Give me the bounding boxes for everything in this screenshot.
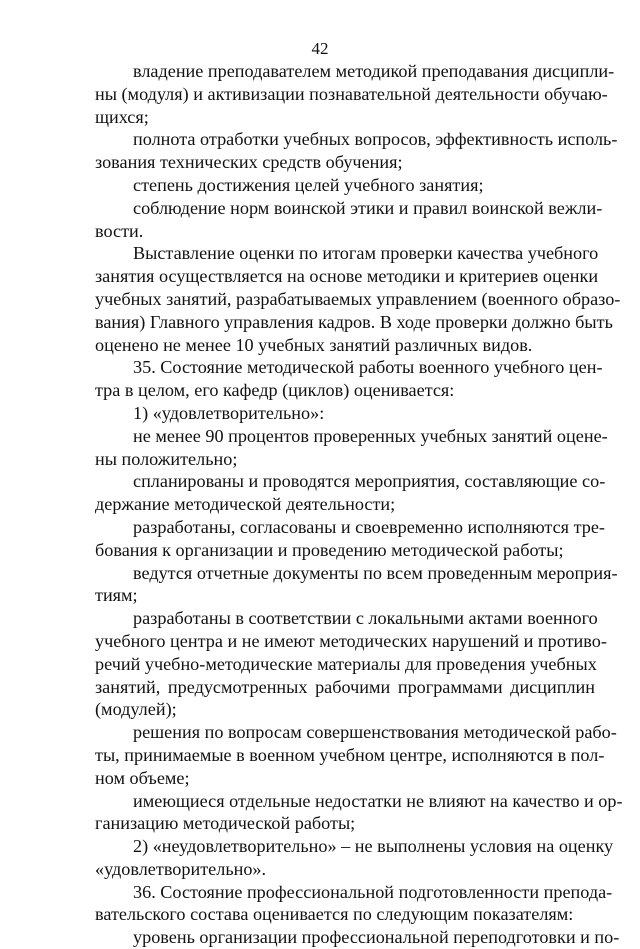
paragraph: [95, 128, 618, 174]
text-line: соблюдение норм воинской этики и правил воинской вежли-: [133, 197, 603, 218]
document-body: [95, 60, 623, 949]
text-line: вости.: [95, 220, 144, 241]
text-line: ганизацию методической работы;: [95, 813, 356, 834]
text-line: уровень организации профессиональной переподготовки и по-: [133, 927, 620, 948]
text-line: учебных занятий, разрабатываемых управлением (военного образо-: [95, 288, 621, 309]
text-line: 36. Состояние профессиональной подготовленности препода-: [133, 881, 613, 902]
text-line: разработаны в соответствии с локальными актами военного: [133, 608, 598, 629]
paragraph: [95, 470, 606, 516]
text-line: ном объеме;: [95, 767, 190, 788]
text-line: полнота отработки учебных вопросов, эффективность исполь-: [133, 129, 618, 150]
page-number: 42: [311, 39, 329, 58]
text-line: спланированы и проводятся мероприятия, составляющие со-: [133, 471, 606, 492]
paragraph: [95, 721, 617, 789]
paragraph: [95, 356, 603, 402]
text-line: Выставление оценки по итогам проверки качества учебного: [133, 243, 599, 264]
paragraph: [95, 197, 603, 243]
paragraph: [95, 242, 621, 356]
text-line: имеющиеся отдельные недостатки не влияют на качество и ор-: [133, 790, 623, 811]
text-line: вательского состава оценивается по следующим показателям:: [95, 904, 574, 925]
text-line: щихся;: [95, 106, 149, 127]
text-line: 35. Состояние методической работы военного учебного цен-: [133, 357, 603, 378]
text-line: тиям;: [95, 585, 138, 606]
text-line: степень достижения целей учебного занятия;: [133, 174, 484, 195]
text-line: оценено не менее 10 учебных занятий различных видов.: [95, 334, 533, 355]
text-line: владение преподавателем методикой преподавания дисципли-: [133, 61, 615, 81]
text-line: занятий, предусмотренных рабочими программами дисциплин: [95, 676, 595, 697]
text-line: 1) «удовлетворительно»:: [133, 402, 325, 423]
text-line: занятия осуществляется на основе методики и критериев оценки: [95, 266, 599, 287]
text-line: (модулей);: [95, 699, 177, 720]
paragraph: [95, 790, 623, 836]
paragraph: [95, 926, 620, 949]
text-line: учебного центра и не имеют методических нарушений и противо-: [95, 630, 607, 651]
paragraph: [95, 425, 608, 471]
paragraph: [95, 402, 595, 425]
text-line: зования технических средств обучения;: [95, 152, 403, 173]
paragraph: [95, 835, 614, 881]
text-line: тра в целом, его кафедр (циклов) оценивается:: [95, 380, 455, 401]
text-line: решения по вопросам совершенствования методической рабо-: [133, 722, 617, 743]
text-line: разработаны, согласованы и своевременно исполняются тре-: [133, 516, 605, 537]
text-line: ты, принимаемые в военном учебном центре, исполняются в пол-: [95, 744, 605, 765]
text-line: вания) Главного управления кадров. В ходе проверки должно быть: [95, 311, 613, 332]
text-line: «удовлетворительно».: [95, 858, 267, 879]
text-line: речий учебно-методические материалы для проведения учебных: [95, 653, 597, 674]
paragraph: [95, 881, 613, 927]
text-line: ны (модуля) и активизации познавательной деятельности обучаю-: [95, 83, 608, 104]
text-line: ны положительно;: [95, 448, 238, 469]
paragraph: [95, 516, 605, 562]
paragraph: [95, 607, 607, 721]
text-line: бования к организации и проведению методической работы;: [95, 539, 564, 560]
text-line: 2) «неудовлетворительно» – не выполнены условия на оценку: [133, 836, 614, 857]
text-line: ведутся отчетные документы по всем проведенным мероприя-: [133, 562, 618, 583]
paragraph: [95, 562, 618, 608]
paragraph: [95, 174, 595, 197]
text-line: держание методической деятельности;: [95, 494, 396, 515]
paragraph: [95, 60, 615, 128]
text-line: не менее 90 процентов проверенных учебных занятий оцене-: [133, 425, 608, 446]
